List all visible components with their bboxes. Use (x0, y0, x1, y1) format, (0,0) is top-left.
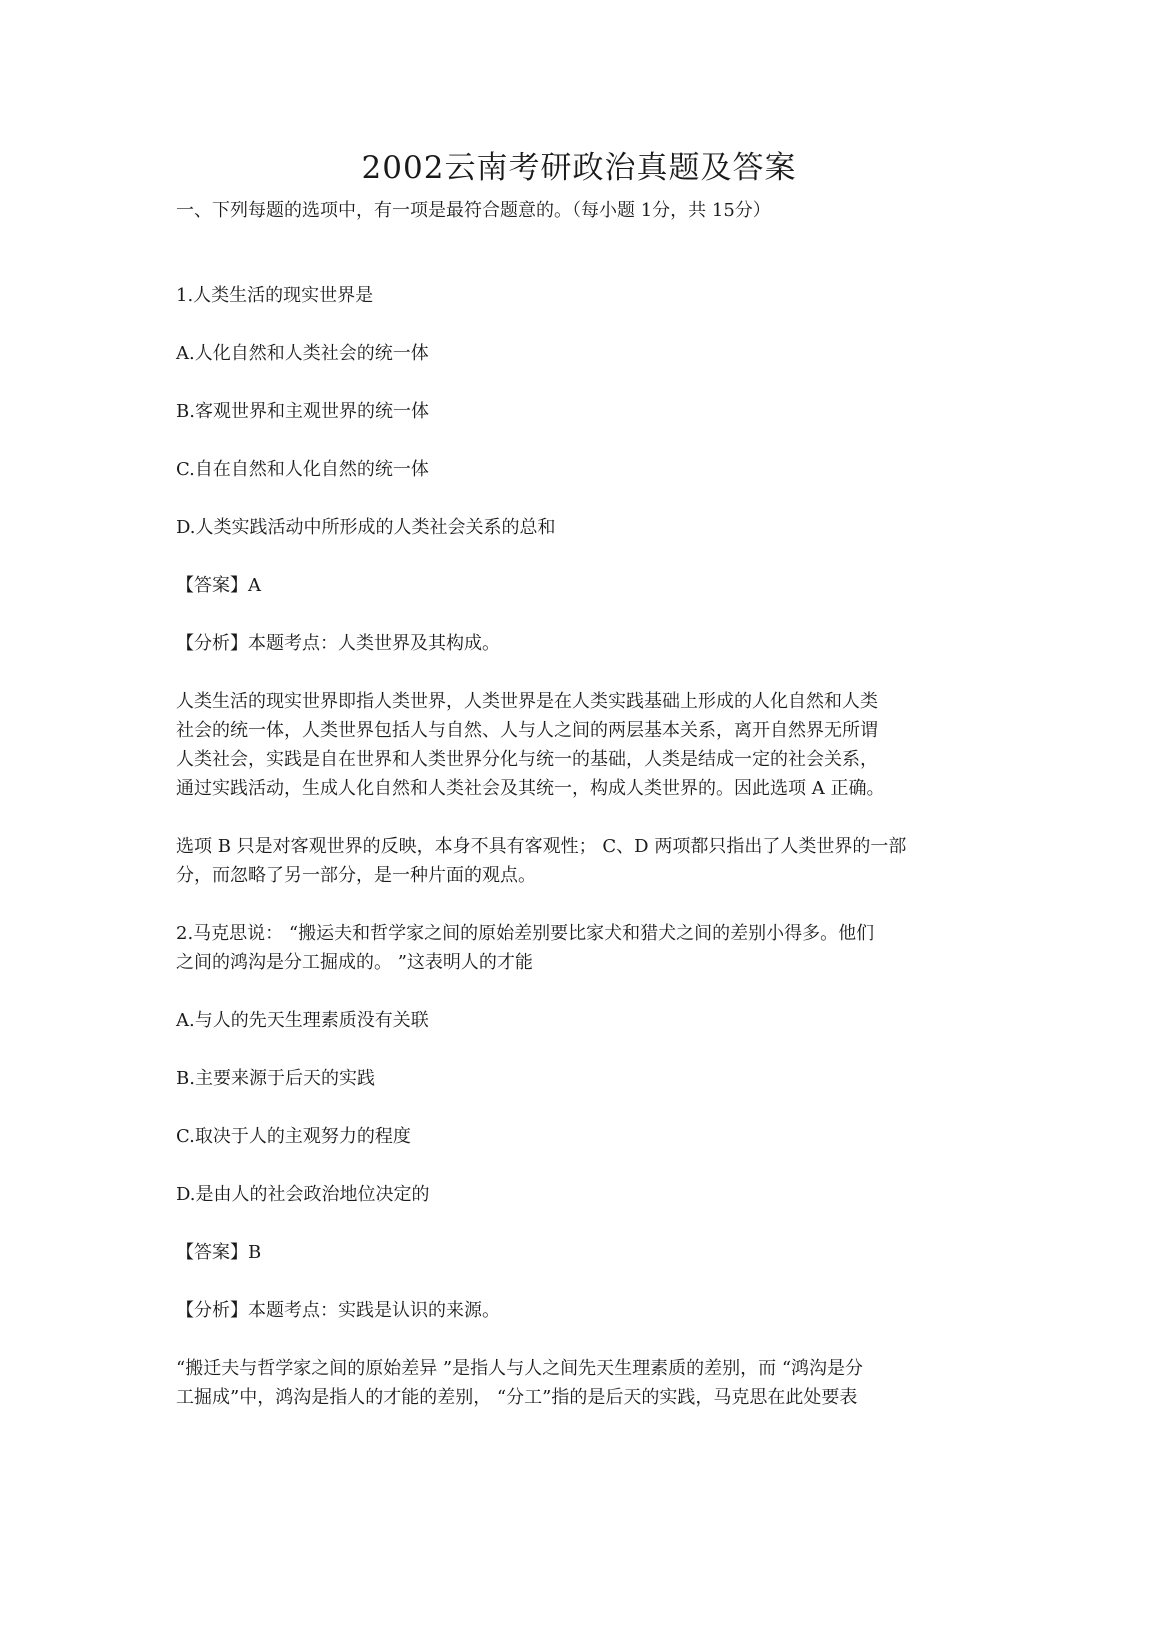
question-2-stem-line: 之间的鸿沟是分工掘成的。 ”这表明人的才能 (176, 952, 533, 973)
question-2-option-c: C.取决于人的主观努力的程度 (176, 1126, 411, 1147)
question-1-analysis-line: 人类生活的现实世界即指人类世界，人类世界是在人类实践基础上形成的人化自然和人类 (176, 691, 878, 712)
question-1-option-a: A.人化自然和人类社会的统一体 (176, 343, 429, 364)
question-1-analysis-line: 分，而忽略了另一部分，是一种片面的观点。 (176, 865, 536, 886)
question-1-answer: 【答案】A (176, 575, 261, 596)
question-1-option-b: B.客观世界和主观世界的统一体 (176, 401, 429, 422)
question-1-analysis-heading: 【分析】本题考点：人类世界及其构成。 (176, 633, 500, 654)
question-2-analysis-heading: 【分析】本题考点：实践是认识的来源。 (176, 1300, 500, 1321)
question-2-stem-line: 2.马克思说： “搬运夫和哲学家之间的原始差别要比家犬和猎犬之间的差别小得多。他们 (176, 923, 875, 944)
question-1-analysis-line: 人类社会，实践是自在世界和人类世界分化与统一的基础，人类是结成一定的社会关系， (176, 749, 878, 770)
question-1-analysis-line: 通过实践活动，生成人化自然和人类社会及其统一，构成人类世界的。因此选项 A 正确。 (176, 778, 885, 799)
question-2-answer: 【答案】B (176, 1242, 262, 1263)
question-2-option-a: A.与人的先天生理素质没有关联 (176, 1010, 429, 1031)
question-2-analysis-line: 工掘成”中，鸿沟是指人的才能的差别， “分工”指的是后天的实践，马克思在此处要表 (176, 1387, 858, 1408)
question-2-analysis-line: “搬迁夫与哲学家之间的原始差异 ”是指人与人之间先天生理素质的差别，而 “鸿沟是分 (176, 1358, 864, 1379)
question-1-stem: 1.人类生活的现实世界是 (176, 285, 374, 306)
question-1-option-d: D.人类实践活动中所形成的人类社会关系的总和 (176, 517, 556, 538)
section-heading: 一、下列每题的选项中，有一项是最符合题意的。（每小题 1分，共 15分） (176, 200, 771, 221)
question-2-option-d: D.是由人的社会政治地位决定的 (176, 1184, 430, 1205)
question-1-option-c: C.自在自然和人化自然的统一体 (176, 459, 429, 480)
document-title: 2002云南考研政治真题及答案 (361, 150, 797, 186)
question-1-analysis-line: 社会的统一体，人类世界包括人与自然、人与人之间的两层基本关系，离开自然界无所谓 (176, 720, 878, 741)
question-1-analysis-line: 选项 B 只是对客观世界的反映，本身不具有客观性； C、D 两项都只指出了人类世界的一部 (176, 836, 907, 857)
question-2-option-b: B.主要来源于后天的实践 (176, 1068, 375, 1089)
